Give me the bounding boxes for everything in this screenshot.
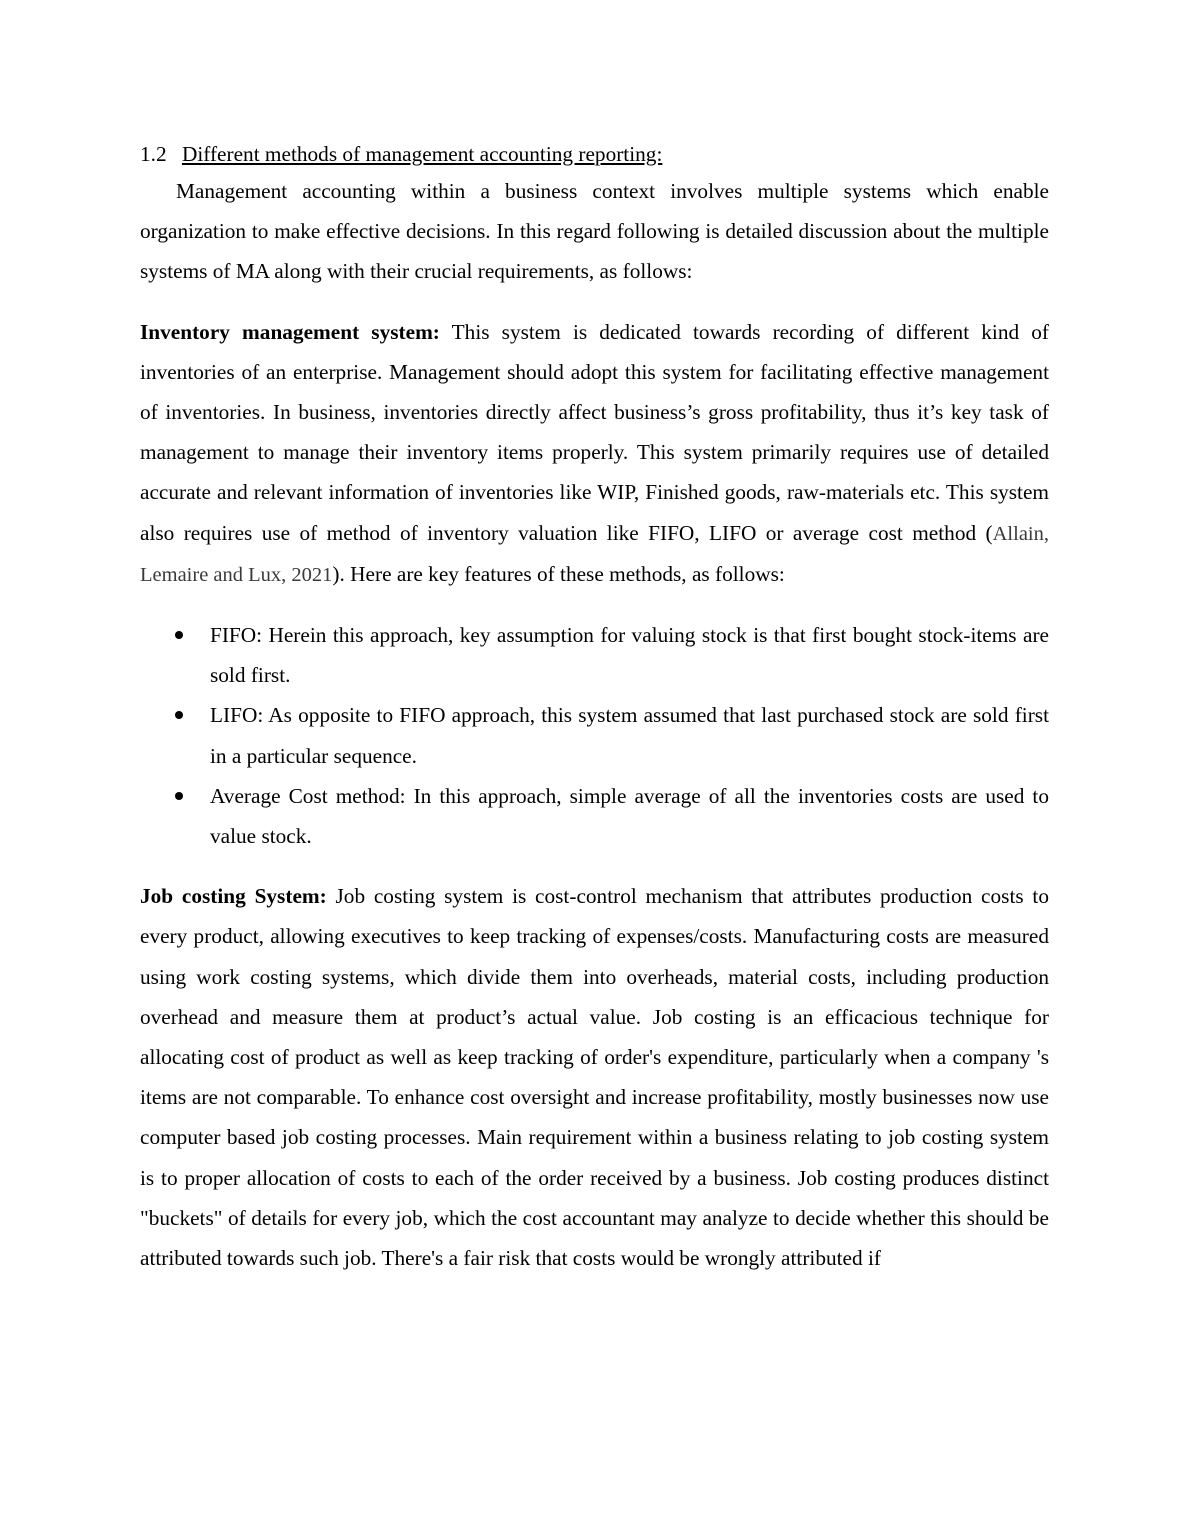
bullet-icon	[175, 792, 183, 800]
inventory-text: This system is dedicated towards recording of different kind of inventories of an enterprise. Management should adopt this system for facilitating effective management of inventories. In business, inventories directly affect business’s gross profitability, thus it’s key task of management to manage their inventory items properly. This system primarily requires use of detailed accurate and relevant information of inventories like WIP, Finished goods, raw-materials etc. This system also requires use of method of inventory valuation like FIFO, LIFO or average cost method (	[140, 319, 1049, 545]
list-item-text: FIFO: Herein this approach, key assumption for valuing stock is that first bought stock-items are sold first.	[210, 623, 1049, 688]
job-costing-text: Job costing system is cost-control mechanism that attributes production costs to every product, allowing executives to keep tracking of expenses/costs. Manufacturing costs are measured using work costing systems, which divide them into overheads, material costs, including production overhead and measure them at product’s actual value. Job costing is an efficacious technique for allocating cost of product as well as keep tracking of order's expenditure, particularly when a company 's items are not comparable. To enhance cost oversight and increase profitability, mostly businesses now use computer based job costing processes. Main requirement within a business relating to job costing system is to proper allocation of costs to each of the order received by a business. Job costing produces distinct "buckets" of details for every job, which the cost accountant may analyze to decide whether this should be attributed towards such job. There's a fair risk that costs would be wrongly attributed if	[140, 884, 1049, 1271]
bullet-icon	[175, 631, 183, 639]
section-heading	[140, 138, 1049, 170]
document-page	[140, 138, 1049, 1278]
inventory-paragraph	[140, 312, 1049, 595]
list-item	[140, 776, 1049, 856]
intro-paragraph: Management accounting within a business context involves multiple systems which enable organization to make effective decisions. In this regard following is detailed discussion about the multiple systems of MA along with their crucial requirements, as follows:	[140, 179, 1049, 284]
inventory-text-end: ). Here are key features of these methods, as follows:	[332, 561, 785, 586]
list-item	[140, 615, 1049, 695]
citation: Allain, Lemaire and Lux, 2021	[140, 522, 1049, 586]
inventory-label: Inventory management system:	[140, 319, 440, 344]
list-item	[140, 695, 1049, 775]
section-title: Different methods of management accounting reporting:	[181, 142, 663, 166]
job-costing-label: Job costing System:	[140, 884, 327, 909]
bullet-icon	[175, 711, 183, 719]
list-item-text: Average Cost method: In this approach, simple average of all the inventories costs are used to value stock.	[210, 783, 1049, 849]
section-number: 1.2	[140, 142, 167, 166]
list-item-text: LIFO: As opposite to FIFO approach, this system assumed that last purchased stock are sold first in a particular sequence.	[210, 703, 1049, 768]
job-costing-paragraph	[140, 876, 1049, 1278]
valuation-methods-list	[140, 615, 1049, 856]
